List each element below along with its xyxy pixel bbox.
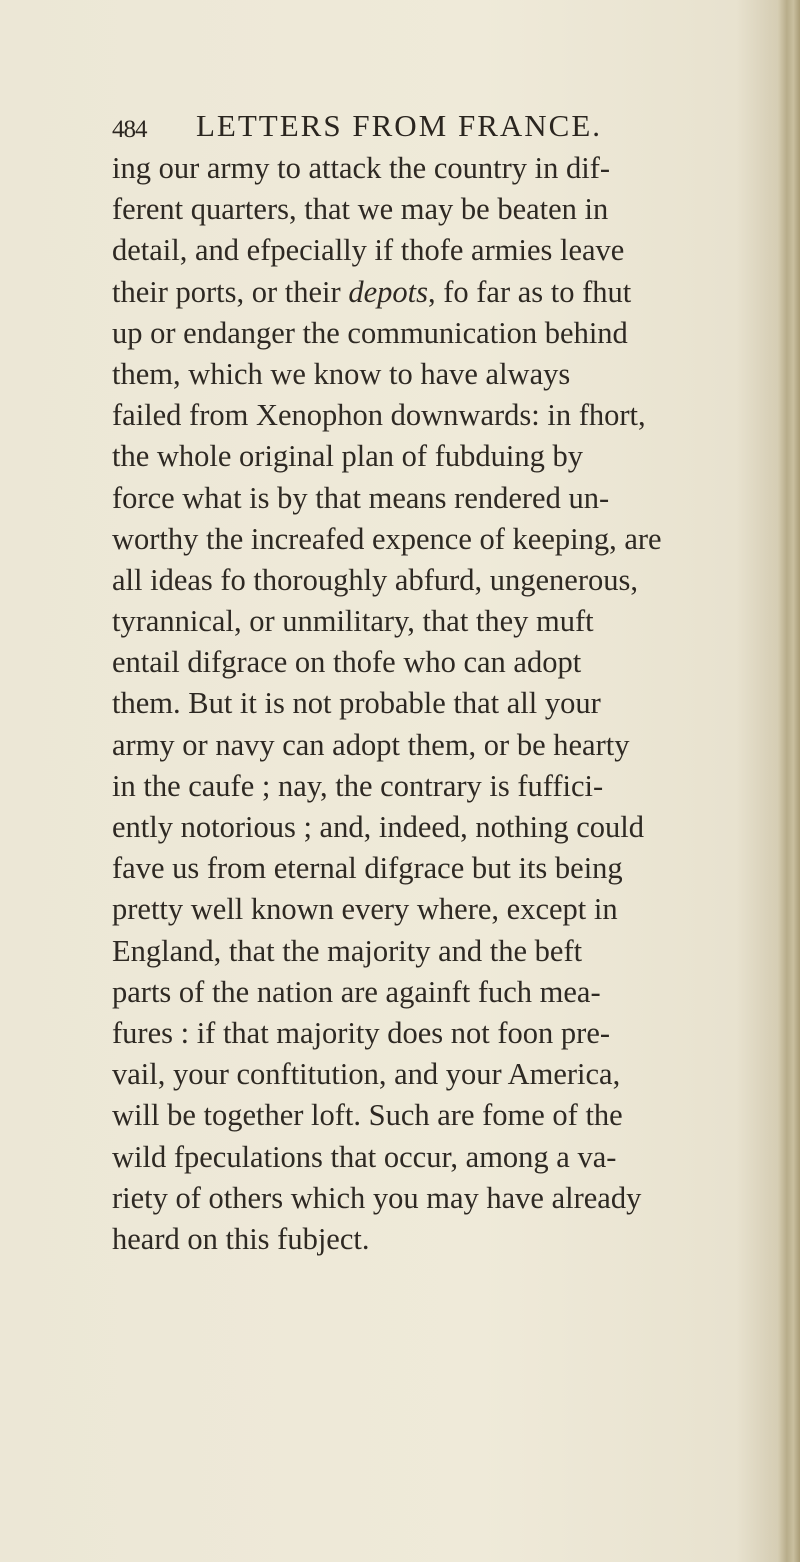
page-number: 484	[112, 116, 147, 143]
text-line: fave us from eternal difgrace but its being	[112, 851, 623, 886]
text-line	[112, 272, 752, 313]
text-line: wild fpeculations that occur, among a va-	[112, 1139, 617, 1174]
italic-word: depots	[348, 274, 428, 309]
text-line: England, that the majority and the beft	[112, 933, 583, 968]
page-header	[112, 108, 672, 148]
text-line: heard on this fubject.	[112, 1221, 370, 1256]
text-line: ferent quarters, that we may be beaten in	[112, 192, 609, 227]
text-line: them, which we know to have always	[112, 356, 571, 391]
text-segment: , fo far as to fhut	[427, 274, 632, 309]
running-head: LETTERS FROM FRANCE.	[196, 108, 603, 143]
text-line: will be together loft. Such are fome of the	[112, 1098, 623, 1133]
text-line: ently notorious ; and, indeed, nothing could	[112, 810, 644, 844]
text-line: entail difgrace on thofe who can adopt	[112, 645, 582, 680]
body-text	[112, 148, 752, 1260]
text-line: failed from Xenophon downwards: in fhort,	[112, 398, 646, 433]
text-segment: their ports, or their	[112, 274, 349, 309]
text-line: all ideas fo thoroughly abfurd, ungenerous,	[112, 562, 638, 597]
text-line: army or navy can adopt them, or be hearty	[112, 727, 630, 762]
text-line: pretty well known every where, except in	[112, 892, 618, 927]
text-line: vail, your conftitution, and your America,	[112, 1057, 621, 1092]
text-line: in the caufe ; nay, the contrary is fuffici-	[112, 768, 604, 803]
text-line: them. But it is not probable that all your	[112, 686, 601, 721]
text-line: fures : if that majority does not foon pre-	[112, 1015, 611, 1050]
text-line: parts of the nation are againft fuch mea-	[112, 974, 601, 1009]
text-line: up or endanger the communication behind	[112, 315, 628, 350]
text-line: force what is by that means rendered un-	[112, 480, 610, 515]
text-line: worthy the increafed expence of keeping, are	[112, 521, 662, 556]
text-line: detail, and efpecially if thofe armies leave	[112, 233, 625, 268]
text-line: tyrannical, or unmilitary, that they muft	[112, 604, 594, 639]
text-line: ing our army to attack the country in dif-	[112, 151, 611, 185]
text-line: the whole original plan of fubduing by	[112, 439, 583, 474]
text-line: riety of others which you may have already	[112, 1180, 642, 1215]
page-edge	[778, 0, 800, 1562]
